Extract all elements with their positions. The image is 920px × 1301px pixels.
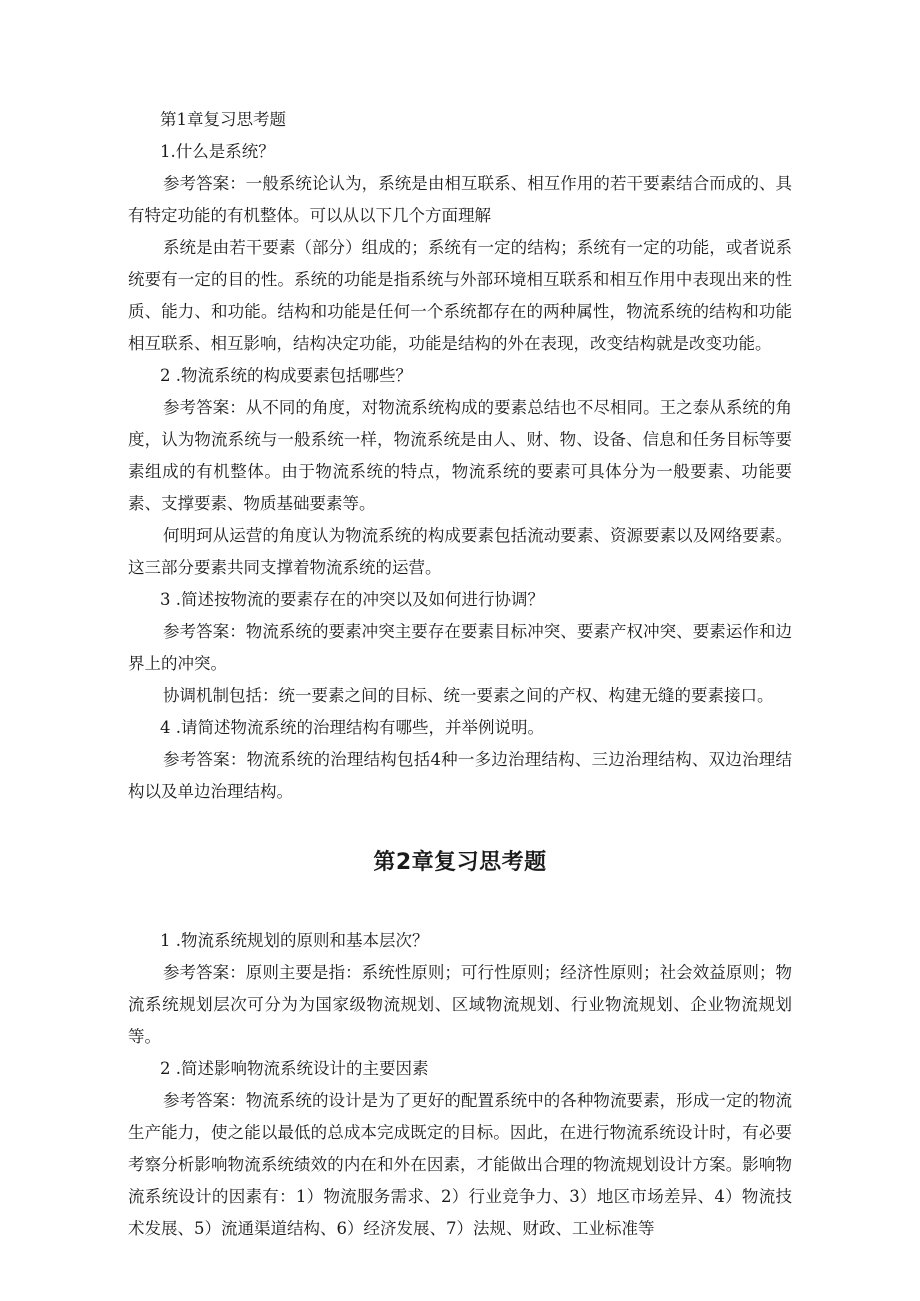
ch2-q2-question: 2 .简述影响物流系统设计的主要因素 — [160, 1059, 429, 1078]
ch2-q1-question: 1 .物流系统规划的原则和基本层次？ — [160, 931, 429, 950]
document-page — [128, 104, 792, 1245]
ch1-q3-answer-p1: 参考答案：物流系统的要素冲突主要存在要素目标冲突、要素产权冲突、要素运作和边界上的冲突。 — [128, 622, 792, 673]
ch1-q1-answer-p1: 参考答案：一般系统论认为，系统是由相互联系、相互作用的若干要素结合而成的、具有特定功能的有机整体。可以从以下几个方面理解 — [128, 174, 792, 225]
ch1-q3-question: 3 .简述按物流的要素存在的冲突以及如何进行协调？ — [160, 590, 544, 609]
ch2-q2-answer-p1: 参考答案：物流系统的设计是为了更好的配置系统中的各种物流要素，形成一定的物流生产能力，使之能以最低的总成本完成既定的目标。因此，在进行物流系统设计时，有必要考察分析影响物流系统绩效的内在和外在因素，才能做出合理的物流规划设计方案。影响物流系统设计的因素有：1）物流服务需求、2）行业竞争力、3）地区市场差异、4）物流技术发展、5）流通渠道结构、6）经济发展、7）法规、财政、工业标准等 — [128, 1091, 792, 1238]
ch1-q2-question: 2 .物流系统的构成要素包括哪些？ — [160, 366, 412, 385]
ch2-q1-answer-p1: 参考答案：原则主要是指：系统性原则；可行性原则；经济性原则；社会效益原则；物流系统规划层次可分为为国家级物流规划、区域物流规划、行业物流规划、企业物流规划等。 — [128, 963, 792, 1046]
chapter1-title: 第1章复习思考题 — [160, 110, 286, 129]
ch1-q2-answer-p2: 何明珂从运营的角度认为物流系统的构成要素包括流动要素、资源要素以及网络要素。这三部分要素共同支撑着物流系统的运营。 — [128, 526, 792, 577]
chapter2-title: 第2章复习思考题 — [373, 850, 547, 875]
ch1-q1-question: 1.什么是系统？ — [160, 142, 275, 161]
ch1-q3-answer-p2: 协调机制包括：统一要素之间的目标、统一要素之间的产权、构建无缝的要素接口。 — [163, 686, 774, 705]
ch1-q2-answer-p1: 参考答案：从不同的角度，对物流系统构成的要素总结也不尽相同。王之泰从系统的角度，认为物流系统与一般系统一样，物流系统是由人、财、物、设备、信息和任务目标等要素组成的有机整体。由于物流系统的特点，物流系统的要素可具体分为一般要素、功能要素、支撑要素、物质基础要素等。 — [128, 398, 792, 513]
ch1-q4-answer-p1: 参考答案：物流系统的治理结构包括4种一多边治理结构、三边治理结构、双边治理结构以及单边治理结构。 — [128, 750, 792, 801]
ch1-q4-question: 4 .请简述物流系统的治理结构有哪些，并举例说明。 — [160, 718, 544, 737]
ch1-q1-answer-p2: 系统是由若干要素（部分）组成的；系统有一定的结构；系统有一定的功能，或者说系统要有一定的目的性。系统的功能是指系统与外部环境相互联系和相互作用中表现出来的性质、能力、和功能。结构和功能是任何一个系统都存在的两种属性，物流系统的结构和功能相互联系、相互影响，结构决定功能，功能是结构的外在表现，改变结构就是改变功能。 — [128, 238, 792, 353]
